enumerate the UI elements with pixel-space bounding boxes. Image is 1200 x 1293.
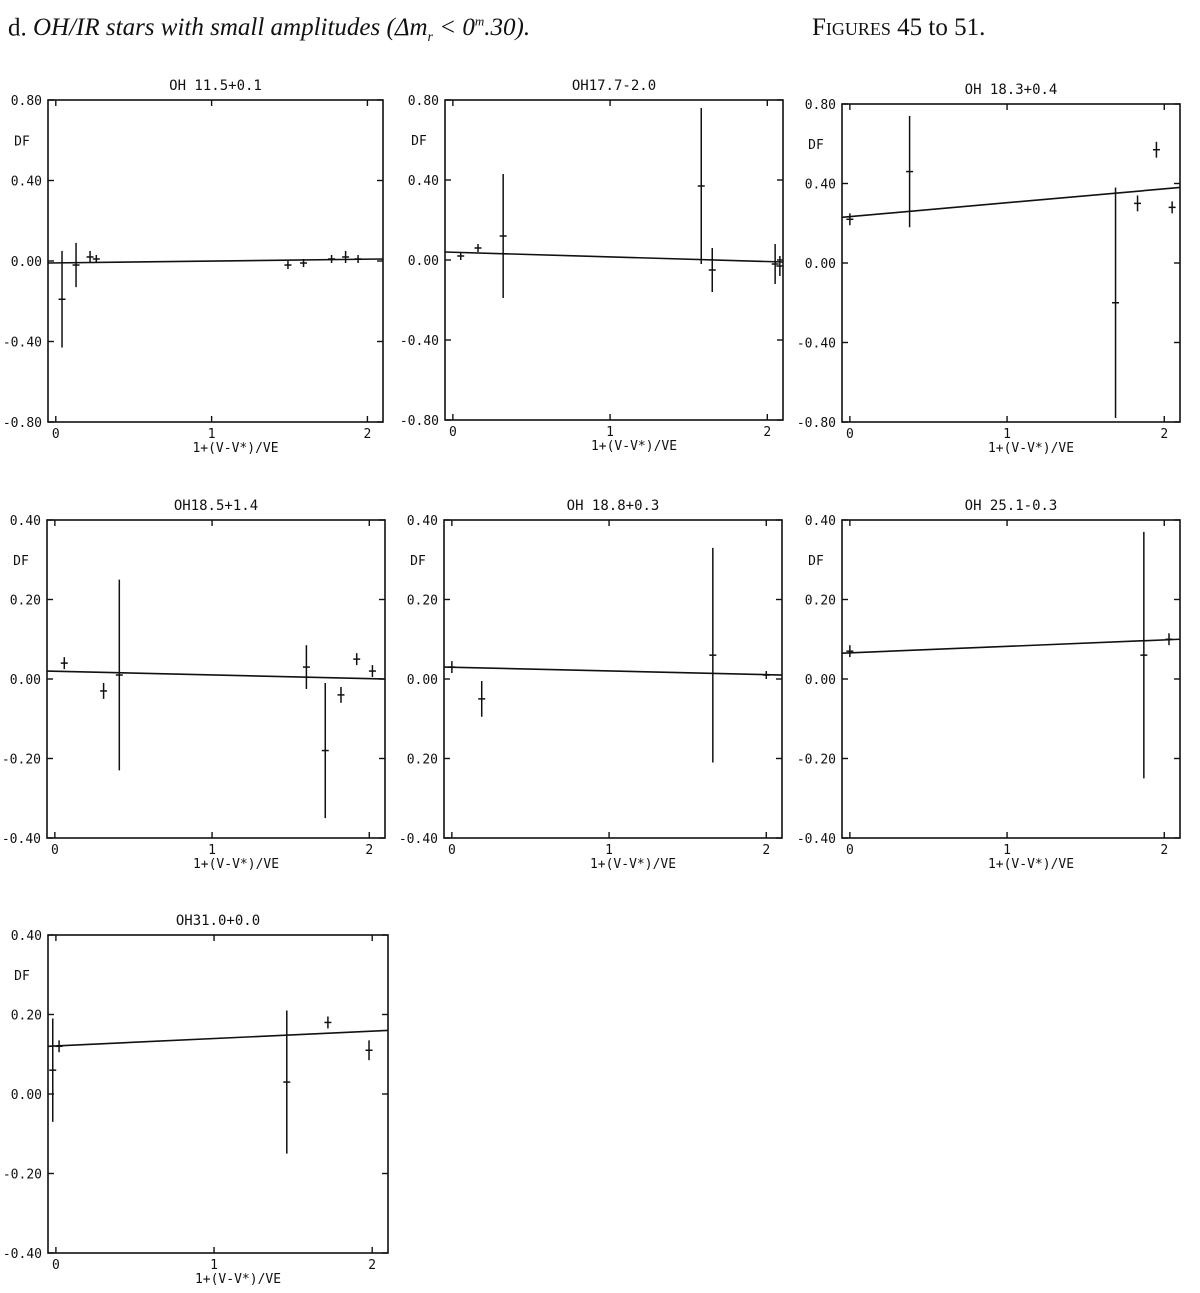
x-tick-label: 0 [51,427,60,442]
y-axis-label: DF [808,553,824,569]
x-tick-label: 1 [1003,427,1011,442]
x-tick-label: 2 [1160,427,1169,442]
x-tick-label: 1 [606,425,614,440]
chart-panel-oh-25-1 [796,490,1192,880]
y-tick-label: 0.00 [407,254,439,269]
x-axis-label: 1+(V-V*)/VE [194,1272,282,1287]
y-tick-label: -0.20 [2,1167,42,1183]
x-tick-label: 0 [845,843,854,858]
section-heading [8,14,530,46]
chart-panel-oh-11-5 [0,70,380,460]
chart-panel-oh-31-0 [0,905,400,1290]
y-axis-label: DF [411,134,427,149]
fit-line [842,187,1180,217]
y-tick-label: 0.40 [406,514,438,529]
section-title-superscript: m [474,14,485,29]
x-tick-label: 2 [1160,843,1169,858]
x-tick-label: 2 [363,427,372,442]
section-title-value: .30). [484,14,531,42]
y-tick-label: -0.80 [796,416,836,431]
y-tick-label: 0.40 [804,177,836,193]
y-tick-label: 0.00 [10,1088,42,1103]
section-letter: d. [8,14,27,42]
x-tick-label: 2 [763,425,772,440]
x-tick-label: 0 [50,843,59,858]
fit-line [842,639,1180,653]
x-tick-label: 2 [365,843,374,858]
y-tick-label: -0.40 [2,1247,42,1262]
x-tick-label: 0 [845,427,854,442]
y-tick-label: 0.40 [9,514,41,529]
y-tick-label: -0.40 [796,832,836,847]
y-tick-label: -0.20 [1,752,41,768]
y-tick-label: -0.20 [796,752,836,768]
plot-frame [444,520,782,838]
chart-panel-oh-18-3 [796,70,1192,460]
chart-title: OH18.5+1.4 [173,498,259,514]
x-tick-label: 0 [447,843,456,858]
y-tick-label: 0.20 [406,752,438,768]
y-tick-label: 0.20 [10,1008,42,1024]
y-tick-label: -0.40 [796,336,836,352]
y-axis-label: DF [13,553,29,569]
y-tick-label: 0.80 [407,94,439,109]
x-tick-label: 2 [368,1258,377,1273]
y-tick-label: -0.40 [1,832,41,847]
y-tick-label: -0.40 [398,832,438,847]
section-title-relation: < 0 [433,14,475,42]
x-tick-label: 1 [208,843,216,858]
chart-title: OH 25.1-0.3 [964,498,1058,514]
y-tick-label: 0.40 [10,174,42,190]
x-axis-label: 1+(V-V*)/VE [987,441,1075,456]
y-tick-label: 0.00 [804,673,836,688]
section-title-subscript: r [427,30,433,46]
chart-panel-oh-18-8 [400,490,790,880]
chart-title: OH31.0+0.0 [175,913,261,929]
x-tick-label: 1 [210,1258,218,1273]
section-title [33,14,531,46]
plot-frame [47,520,385,838]
y-axis-label: DF [14,968,30,984]
y-tick-label: 0.00 [10,255,42,270]
y-tick-label: 0.40 [10,929,42,944]
fit-line [47,671,385,679]
y-tick-label: 0.20 [9,593,41,609]
section-title-text: OH/IR stars with small amplitudes (Δm [33,14,428,42]
x-tick-label: 0 [448,425,457,440]
plot-frame [842,104,1180,422]
y-tick-label: 0.40 [407,174,439,189]
figures-reference [812,14,985,42]
y-tick-label: -0.80 [2,416,42,431]
chart-panel-oh-18-5 [0,490,390,880]
x-tick-label: 1 [605,843,613,858]
plot-frame [842,520,1180,838]
y-axis-label: DF [808,137,824,153]
x-axis-label: 1+(V-V*)/VE [590,439,678,454]
y-tick-label: 0.80 [804,98,836,113]
x-tick-label: 1 [207,427,216,442]
x-tick-label: 2 [762,843,771,858]
y-tick-label: -0.80 [399,414,439,429]
y-tick-label: 0.80 [10,94,42,109]
fit-line [444,667,782,675]
y-axis-label: DF [410,553,426,569]
x-axis-label: 1+(V-V*)/VE [589,857,677,872]
chart-panel-oh-17-7 [400,70,790,460]
chart-title: OH 18.3+0.4 [964,82,1058,98]
x-tick-label: 1 [1003,843,1011,858]
y-tick-label: -0.40 [399,334,439,349]
chart-title: OH 18.8+0.3 [566,498,660,514]
figures-range: 45 to 51. [897,14,986,41]
y-tick-label: 0.40 [804,514,836,529]
x-axis-label: 1+(V-V*)/VE [192,441,279,456]
y-tick-label: 0.20 [406,593,438,609]
x-axis-label: 1+(V-V*)/VE [987,857,1075,872]
y-tick-label: 0.00 [9,673,41,688]
y-tick-label: -0.40 [2,335,42,351]
y-tick-label: 0.00 [804,257,836,272]
y-axis-label: DF [14,134,30,150]
fit-line [445,252,783,262]
chart-title: OH 11.5+0.1 [169,78,262,94]
chart-title: OH17.7-2.0 [571,78,657,94]
plot-frame [48,935,388,1253]
fit-line [48,1030,388,1046]
x-axis-label: 1+(V-V*)/VE [192,857,280,872]
figures-label: Figures [812,14,891,41]
x-tick-label: 0 [51,1258,60,1273]
y-tick-label: 0.20 [804,593,836,609]
y-tick-label: 0.00 [406,673,438,688]
